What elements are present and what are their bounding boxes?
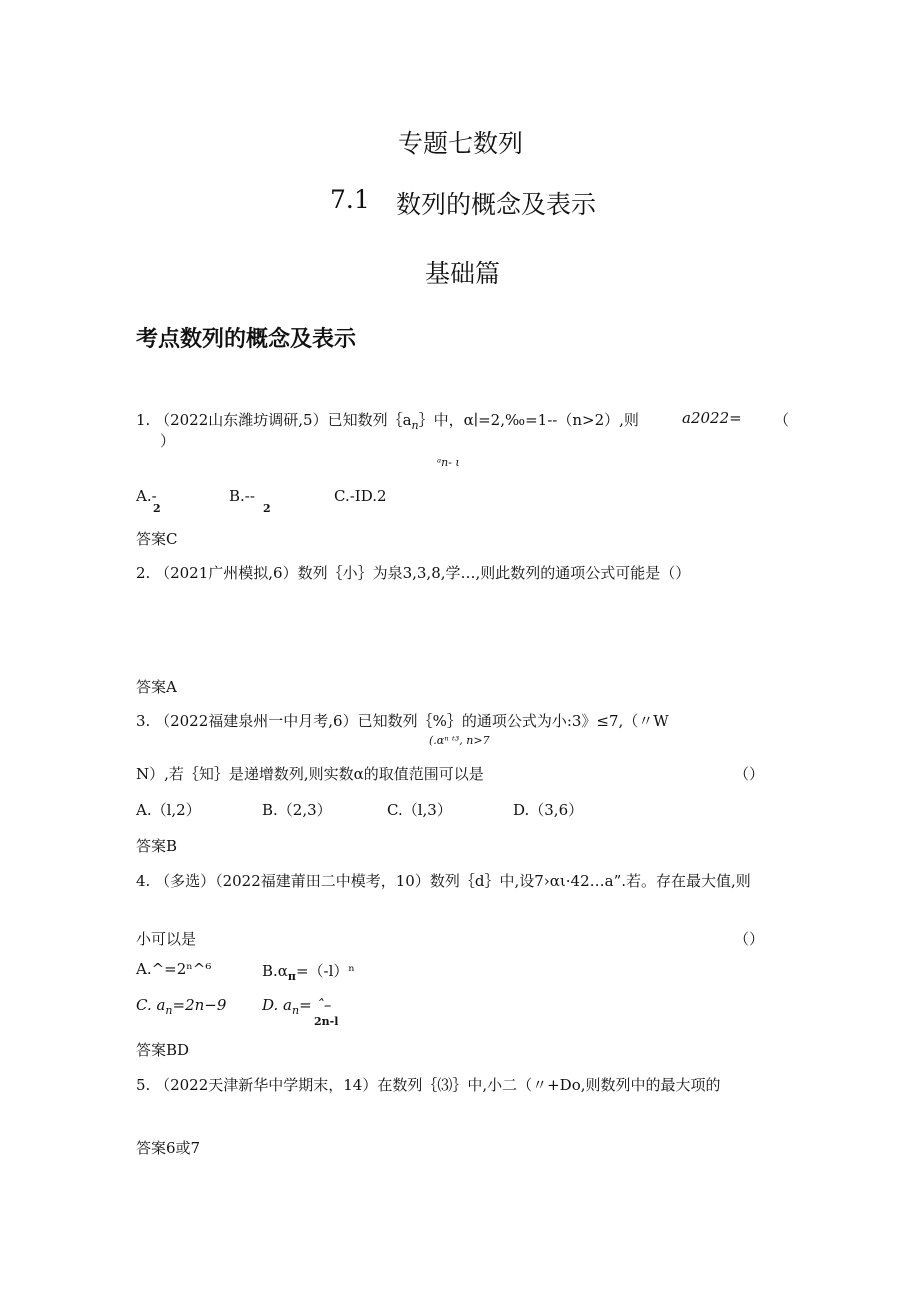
q4-option-c xyxy=(136,996,226,1017)
q4-answer: 答案BD xyxy=(136,1041,190,1059)
q4-stem: 4. （多选）（2022福建莆田二中模考，10）数列｛d｝中,设7›αι·42…a”.若。存在最大值,则 xyxy=(136,872,751,890)
q2-stem: 2. （2021广州模拟,6）数列｛小｝为泉3,3,8,学…,则此数列的通项公式可能是（） xyxy=(136,564,691,582)
q1-stem-rest: ｝中，α∣=2,‰=1--（n>2）,则 xyxy=(418,411,639,429)
q1-option-c-d: C.-ID.2 xyxy=(334,487,387,505)
q4-option-d-label: D. a xyxy=(262,996,292,1014)
q3-formula: (.αⁿ ᵗ³, n>7 xyxy=(429,734,490,747)
q4-option-b xyxy=(262,960,355,983)
level-title: 基础篇 xyxy=(425,259,501,288)
q1-option-a-label: A. xyxy=(136,487,152,505)
q3-stem-continued: N）,若｛知｝是递增数列,则实数α的取值范围可以是 xyxy=(136,765,484,783)
q3-stem: 3. （2022福建泉州一中月考,6）已知数列｛%｝的通项公式为小:3》≤7,（〃W xyxy=(136,712,669,730)
kaodian-heading: 考点数列的概念及表示 xyxy=(136,327,357,352)
q1-stem-sub: n xyxy=(411,419,419,432)
q5-stem: 5. （2022天津新华中学期末，14）在数列｛⑶｝中,小二（〃+Do,则数列中的最大项的 xyxy=(136,1076,721,1094)
q1-expr: a2022= xyxy=(682,409,742,427)
q3-option-d: D.（3,6） xyxy=(513,801,584,819)
q1-option-b: B.-- xyxy=(229,487,255,505)
q1-answer: 答案C xyxy=(136,530,178,548)
q4-option-c-rest: =2n−9 xyxy=(172,996,227,1014)
q4-option-d-rest: = ˆ– xyxy=(299,996,332,1014)
section-title: 数列的概念及表示 xyxy=(396,190,597,219)
q4-option-b-sub: π xyxy=(287,970,296,983)
q1-paren-close: ） xyxy=(160,432,176,450)
q4-option-a: A.^=2ⁿ^⁶ xyxy=(136,960,212,978)
q3-paren: （） xyxy=(734,765,765,783)
q1-stem-text: 1. （2022山东潍坊调研,5）已知数列｛a xyxy=(136,411,412,429)
q3-answer: 答案B xyxy=(136,837,178,855)
q1-option-a-sub: 2 xyxy=(153,502,161,515)
q5-answer: 答案6或7 xyxy=(136,1139,201,1157)
q4-stem-continued: 小可以是 xyxy=(136,930,197,948)
q1-paren-open: （ xyxy=(774,411,790,429)
q2-answer: 答案A xyxy=(136,678,177,696)
q1-fraction: ᵃn- ι xyxy=(437,456,460,469)
q4-option-b-rest: =（-l）ⁿ xyxy=(295,962,355,980)
q4-option-d xyxy=(262,996,331,1017)
q1-option-b-sub: 2 xyxy=(263,502,271,515)
q3-option-c: C.（l,3） xyxy=(387,801,452,819)
q4-option-b-label: B.α xyxy=(262,962,288,980)
section-number: 7.1 xyxy=(330,185,370,214)
q1-stem xyxy=(136,409,639,432)
q4-paren: （） xyxy=(734,930,765,948)
q4-option-d-denominator: 2n-l xyxy=(314,1015,339,1028)
topic-title: 专题七数列 xyxy=(398,129,524,158)
q1-option-a-dash: - xyxy=(151,487,157,505)
q4-option-c-sub: n xyxy=(165,1004,173,1017)
q3-option-a: A.（l,2） xyxy=(136,801,201,819)
q4-option-d-sub: n xyxy=(291,1004,300,1017)
q4-option-c-label: C. a xyxy=(136,996,166,1014)
q3-option-b: B.（2,3） xyxy=(262,801,332,819)
